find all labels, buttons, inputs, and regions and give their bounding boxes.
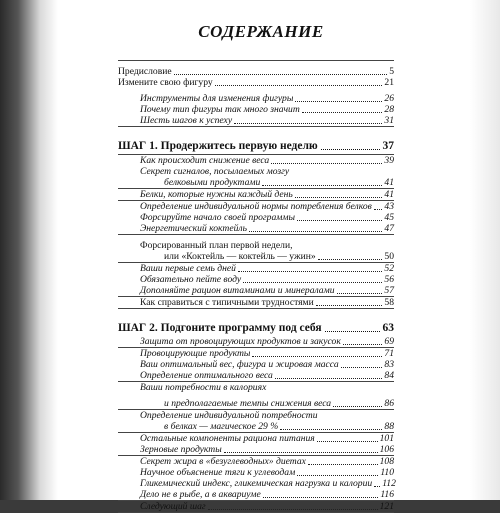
toc-entry-title: Определение оптимального веса xyxy=(140,370,273,381)
toc-entry-page: 28 xyxy=(384,104,394,115)
table-of-contents xyxy=(118,22,394,513)
leader-dots xyxy=(343,344,383,345)
toc-entry-page: 50 xyxy=(384,251,394,262)
toc-entry-title: Секрет жира в «безуглеводных» диетах xyxy=(140,456,306,467)
toc-entry-page: 116 xyxy=(380,489,394,500)
chapter-heading-step-1 xyxy=(118,139,394,153)
leader-dots xyxy=(224,452,378,453)
toc-subentry xyxy=(140,348,394,359)
toc-entry-page: 83 xyxy=(384,359,394,370)
leader-dots xyxy=(297,475,378,476)
leader-dots xyxy=(263,497,379,498)
toc-entry-title: Дело не в рыбе, а в аквариуме xyxy=(140,489,261,500)
toc-entry-page: 52 xyxy=(384,263,394,274)
toc-subentry xyxy=(140,444,394,455)
toc-entry-title: Белки, которые нужны каждый день xyxy=(140,189,293,200)
toc-entry-page: 58 xyxy=(384,297,394,308)
toc-subentry xyxy=(140,478,394,489)
toc-subentry-line: Секрет сигналов, посылаемых мозгу xyxy=(140,166,290,177)
toc-entry-page: 31 xyxy=(384,115,394,126)
toc-entry-title: Защита от провоцирующих продуктов и закусок xyxy=(140,336,341,347)
toc-subentry xyxy=(164,421,394,432)
toc-entry-page: 41 xyxy=(384,189,394,200)
toc-entry-page: 57 xyxy=(384,285,394,296)
page-title: СОДЕРЖАНИЕ xyxy=(198,22,324,41)
leader-dots xyxy=(208,509,378,510)
toc-entry-title: Ваши первые семь дней xyxy=(140,263,236,274)
toc-entry-title: Измените свою фигуру xyxy=(118,77,213,88)
toc-subentry xyxy=(140,285,394,296)
toc-entry-title: Следующий шаг xyxy=(140,501,206,512)
leader-dots xyxy=(374,209,383,210)
toc-entry-title: Гликемический индекс, гликемическая нагрузка и калории xyxy=(140,478,373,489)
toc-entry-title: Энергетический коктейль xyxy=(140,223,247,234)
toc-entry-page: 56 xyxy=(384,274,394,285)
toc-entry-title: Остальные компоненты рациона питания xyxy=(140,433,315,444)
chapter-page: 63 xyxy=(382,322,394,334)
toc-entry-page: 47 xyxy=(384,223,394,234)
toc-subentry xyxy=(164,398,394,409)
toc-entry-title: Ваш оптимальный вес, фигура и жировая масса xyxy=(140,359,339,370)
toc-entry-page: 39 xyxy=(384,155,394,166)
leader-dots xyxy=(333,406,382,407)
toc-entry-title: Обязательно пейте воду xyxy=(140,274,242,285)
toc-subentry xyxy=(140,456,394,467)
leader-dots xyxy=(243,282,382,283)
toc-entry-title: Инструменты для изменения фигуры xyxy=(140,93,294,104)
toc-subentry-line: Ваши потребности в калориях xyxy=(140,382,267,393)
chapter-title: ШАГ 1. Продержитесь первую неделю xyxy=(118,140,318,152)
toc-entry-page: 101 xyxy=(379,433,394,444)
leader-dots xyxy=(318,259,383,260)
toc-entry-title: Форсируйте начало своей программы xyxy=(140,212,295,223)
toc-entry xyxy=(118,77,394,88)
toc-subentry xyxy=(140,297,394,308)
toc-subentry xyxy=(140,155,394,166)
toc-subentry-line: Форсированный план первой недели, xyxy=(140,240,293,251)
toc-entry-page: 69 xyxy=(384,336,394,347)
toc-entry-page: 26 xyxy=(384,93,394,104)
toc-subentry-line: Определение индивидуальной потребности xyxy=(140,410,318,421)
toc-subentry xyxy=(140,433,394,444)
toc-subentry xyxy=(140,93,394,104)
toc-entry-page: 112 xyxy=(382,478,396,489)
toc-entry-page: 108 xyxy=(379,456,394,467)
toc-subentry xyxy=(140,223,394,234)
leader-dots xyxy=(234,123,382,124)
toc-entry-page: 21 xyxy=(384,77,394,88)
toc-entry-page: 88 xyxy=(384,421,394,432)
toc-entry xyxy=(118,66,394,77)
toc-subentry xyxy=(140,467,394,478)
toc-entry-page: 45 xyxy=(384,212,394,223)
toc-entry-title: или «Коктейль — коктейль — ужин» xyxy=(164,251,316,262)
leader-dots xyxy=(280,429,382,430)
leader-dots xyxy=(295,197,383,198)
toc-entry-title: Почему тип фигуры так много значит xyxy=(140,104,300,115)
toc-subentry xyxy=(140,274,394,285)
toc-entry-title: Провоцирующие продукты xyxy=(140,348,251,359)
toc-entry-page: 121 xyxy=(379,501,394,512)
leader-dots xyxy=(238,271,382,272)
toc-subentry xyxy=(140,489,394,500)
toc-subentry xyxy=(140,501,394,512)
toc-subentry xyxy=(140,263,394,274)
toc-entry-page: 86 xyxy=(384,398,394,409)
toc-entry-title: Шесть шагов к успеху xyxy=(140,115,233,126)
toc-entry-page: 71 xyxy=(384,348,394,359)
toc-subentry xyxy=(164,177,394,188)
leader-dots xyxy=(262,185,382,186)
toc-entry-page: 110 xyxy=(380,467,394,478)
toc-entry-page: 5 xyxy=(389,66,394,77)
leader-dots xyxy=(337,293,383,294)
toc-subentry xyxy=(140,104,394,115)
leader-dots xyxy=(249,231,382,232)
toc-subentry xyxy=(140,115,394,126)
toc-entry-title: Зерновые продукты xyxy=(140,444,222,455)
leader-dots xyxy=(297,220,382,221)
leader-dots xyxy=(215,85,383,86)
chapter-page: 37 xyxy=(382,140,394,152)
leader-dots xyxy=(316,305,383,306)
toc-subentry xyxy=(140,212,394,223)
toc-subentry xyxy=(140,336,394,347)
leader-dots xyxy=(252,356,382,357)
leader-dots xyxy=(295,101,382,102)
toc-entry-title: Научное объяснение тяги к углеводам xyxy=(140,467,296,478)
toc-entry-title: Определение индивидуальной нормы потребления белков xyxy=(140,201,372,212)
leader-dots xyxy=(271,163,382,164)
toc-subentry xyxy=(140,370,394,381)
toc-entry-page: 106 xyxy=(379,444,394,455)
toc-entry-title: в белках — магическое 29 % xyxy=(164,421,279,432)
leader-dots xyxy=(174,74,388,75)
toc-entry-title: Как справиться с типичными трудностями xyxy=(140,297,314,308)
book-gutter-shadow xyxy=(0,0,58,500)
page-edge-shadow xyxy=(470,0,500,500)
toc-entry-title: Как происходит снижение веса xyxy=(140,155,270,166)
chapter-title: ШАГ 2. Подгоните программу под себя xyxy=(118,322,322,334)
leader-dots xyxy=(308,464,378,465)
toc-entry-title: и предполагаемые темпы снижения веса xyxy=(164,398,332,409)
leader-dots xyxy=(374,486,380,487)
toc-entry-page: 84 xyxy=(384,370,394,381)
toc-entry-title: белковыми продуктами xyxy=(164,177,261,188)
leader-dots xyxy=(321,149,380,150)
toc-entry-page: 41 xyxy=(384,177,394,188)
toc-subentry xyxy=(164,251,394,262)
toc-subentry xyxy=(140,201,394,212)
toc-subentry xyxy=(140,359,394,370)
toc-entry-title: Дополняйте рацион витаминами и минералами xyxy=(140,285,335,296)
leader-dots xyxy=(302,112,383,113)
leader-dots xyxy=(325,331,380,332)
toc-entry-page: 43 xyxy=(384,201,394,212)
leader-dots xyxy=(275,378,383,379)
leader-dots xyxy=(317,441,378,442)
chapter-heading-step-2 xyxy=(118,321,394,335)
toc-subentry xyxy=(140,189,394,200)
toc-entry-title: Предисловие xyxy=(118,66,172,77)
leader-dots xyxy=(341,367,383,368)
